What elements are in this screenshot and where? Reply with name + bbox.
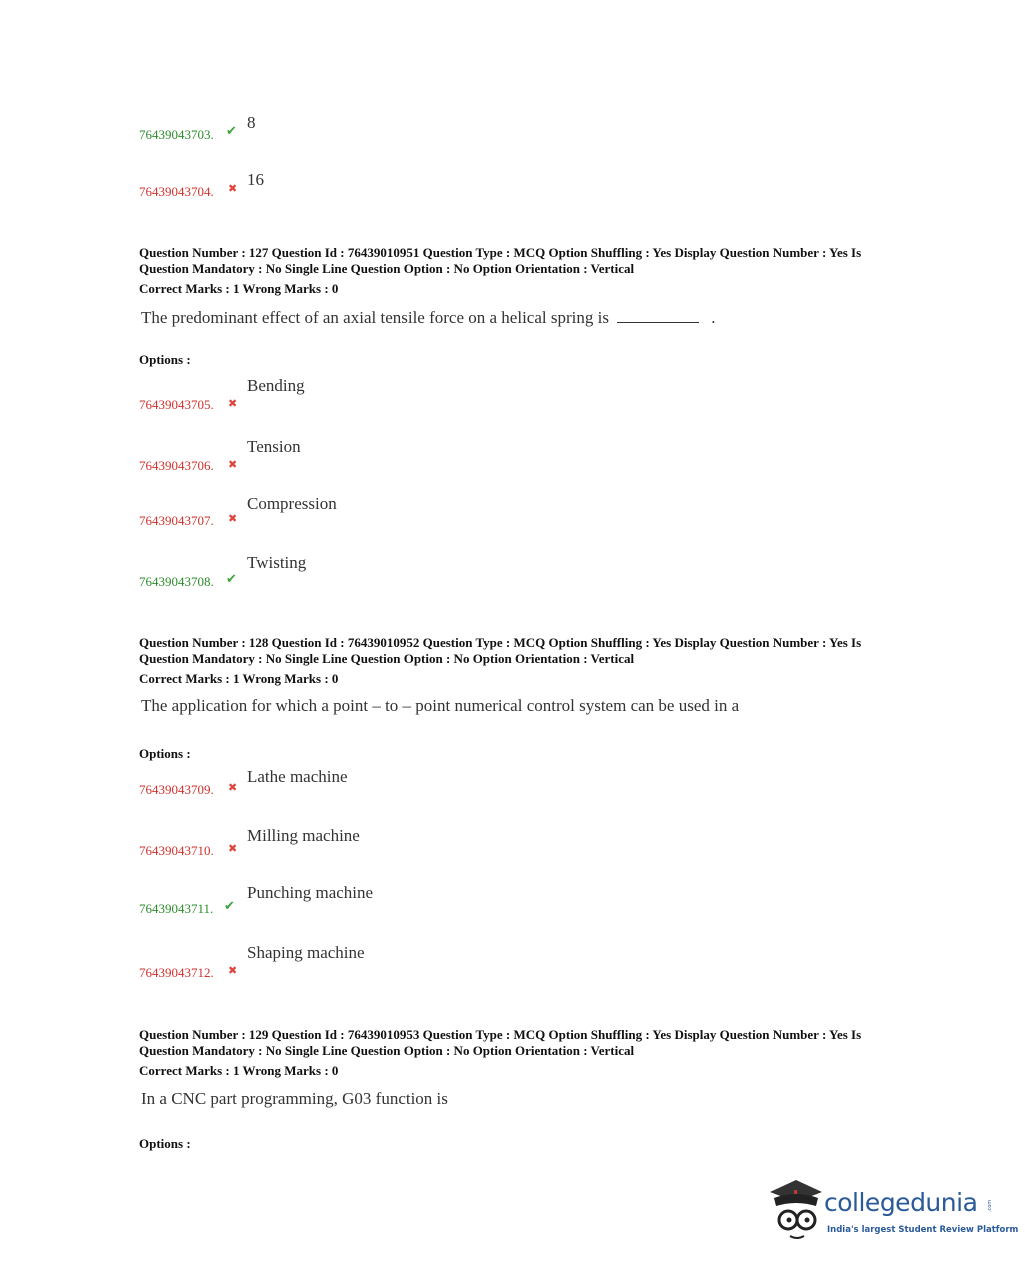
option-text: Milling machine	[247, 826, 360, 845]
option-id: 76439043708.	[139, 574, 214, 589]
question-text-end: .	[711, 308, 716, 327]
answer-blank	[617, 308, 699, 323]
option-id: 76439043710.	[139, 843, 214, 858]
question-marks: Correct Marks : 1 Wrong Marks : 0	[139, 281, 339, 296]
question-marks: Correct Marks : 1 Wrong Marks : 0	[139, 671, 339, 686]
question-text: The application for which a point – to – point numerical control system can be used in a	[141, 696, 740, 715]
option-text: Bending	[247, 376, 305, 395]
option-id: 76439043706.	[139, 458, 214, 473]
question-meta: Question Number : 128 Question Id : 76439010952 Question Type : MCQ Option Shuffling : Yes Display Question Number : Yes Is Question Mandatory : No Single Line Question Option : No Option Orientation : Vertical	[139, 635, 862, 666]
option-text: Compression	[247, 494, 337, 513]
cross-icon: ✖	[228, 459, 238, 471]
cross-icon: ✖	[228, 513, 238, 525]
option-text: Shaping machine	[247, 943, 365, 962]
question-text: The predominant effect of an axial tensile force on a helical spring is	[141, 308, 609, 327]
question-text-129	[141, 1089, 448, 1109]
option-id: 76439043712.	[139, 965, 214, 980]
question-header-129	[139, 1027, 914, 1079]
mascot-icon	[766, 1176, 824, 1246]
options-label: Options :	[139, 1136, 191, 1151]
cross-icon: ✖	[228, 965, 238, 977]
option-text: 16	[247, 170, 264, 189]
question-marks: Correct Marks : 1 Wrong Marks : 0	[139, 1063, 339, 1078]
question-meta: Question Number : 129 Question Id : 76439010953 Question Type : MCQ Option Shuffling : Yes Display Question Number : Yes Is Question Mandatory : No Single Line Question Option : No Option Orientation : Vertical	[139, 1027, 862, 1058]
question-text-128	[141, 696, 739, 716]
option-id: 76439043707.	[139, 513, 214, 528]
question-text-127	[141, 308, 715, 328]
check-icon: ✔	[226, 571, 237, 586]
question-meta: Question Number : 127 Question Id : 76439010951 Question Type : MCQ Option Shuffling : Yes Display Question Number : Yes Is Question Mandatory : No Single Line Question Option : No Option Orientation : Vertical	[139, 245, 862, 276]
cross-icon: ✖	[228, 843, 238, 855]
cross-icon: ✖	[228, 183, 238, 195]
options-label: Options :	[139, 746, 191, 761]
question-header-127	[139, 245, 914, 297]
option-id: 76439043711.	[139, 901, 214, 916]
option-id: 76439043703.	[139, 127, 214, 142]
option-text: Twisting	[247, 553, 307, 572]
option-text: Lathe machine	[247, 767, 348, 786]
option-text: Tension	[247, 437, 301, 456]
options-label: Options :	[139, 352, 191, 367]
option-id: 76439043704.	[139, 184, 214, 199]
collegedunia-logo	[766, 1176, 1019, 1246]
check-icon: ✔	[224, 898, 235, 913]
cross-icon: ✖	[228, 398, 238, 410]
check-icon: ✔	[226, 123, 237, 138]
question-text: In a CNC part programming, G03 function is	[141, 1089, 448, 1108]
question-header-128	[139, 635, 914, 687]
brand-tagline: India's largest Student Review Platform	[827, 1225, 1019, 1235]
cross-icon: ✖	[228, 782, 238, 794]
brand-dotcom: .com	[987, 1199, 994, 1213]
brand-name: collegedunia	[824, 1188, 978, 1217]
option-id: 76439043705.	[139, 397, 214, 412]
option-text: 8	[247, 113, 256, 132]
option-text: Punching machine	[247, 883, 374, 902]
option-id: 76439043709.	[139, 782, 214, 797]
